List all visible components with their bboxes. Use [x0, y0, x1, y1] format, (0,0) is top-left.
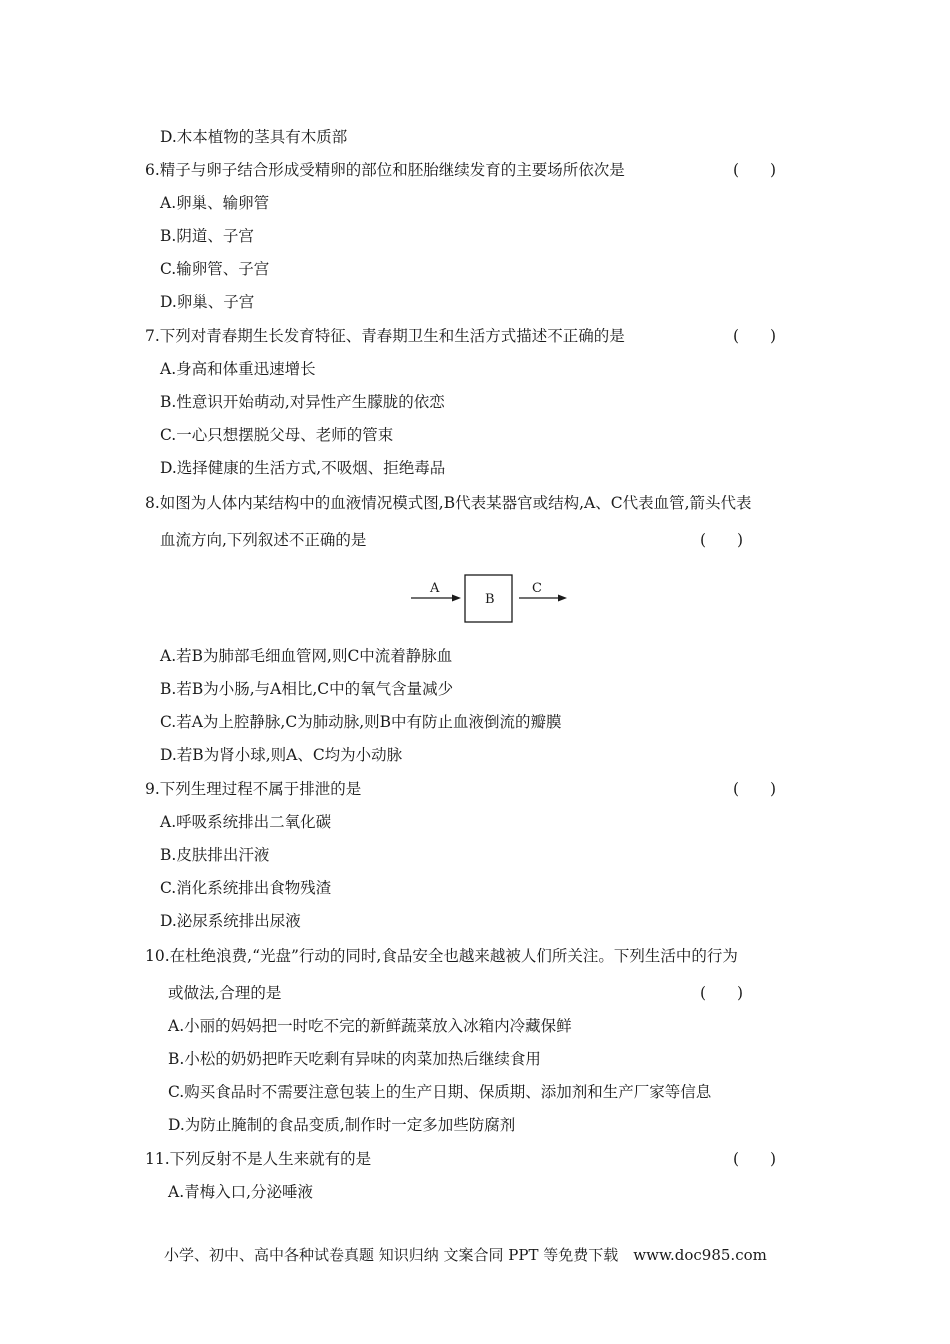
- q7-option-c: C.一心只想摆脱父母、老师的管束: [160, 426, 394, 444]
- arrow-a-head: [452, 595, 461, 602]
- q8-stem-line2: 血流方向,下列叙述不正确的是: [160, 531, 367, 549]
- q9-option-b: B.皮肤排出汗液: [160, 846, 270, 864]
- q10-stem-line2: 或做法,合理的是: [168, 984, 282, 1002]
- q6-answer-paren: ( ): [733, 161, 777, 179]
- q6-option-c: C.输卵管、子宫: [160, 260, 270, 278]
- q6-option-b: B.阴道、子宫: [160, 227, 254, 245]
- q7-stem: 7.下列对青春期生长发育特征、青春期卫生和生活方式描述不正确的是: [145, 327, 625, 345]
- q11-answer-paren: ( ): [733, 1150, 777, 1168]
- q10-stem-line1: 10.在杜绝浪费,“光盘”行动的同时,食品安全也越来越被人们所关注。下列生活中的行为: [145, 947, 738, 965]
- q5-option-d: D.木本植物的茎具有木质部: [160, 128, 348, 146]
- label-b: B: [485, 592, 495, 607]
- q7-option-a: A.身高和体重迅速增长: [160, 360, 316, 378]
- blood-flow-svg: [405, 570, 575, 626]
- q7-option-d: D.选择健康的生活方式,不吸烟、拒绝毒品: [160, 459, 446, 477]
- q10-option-d: D.为防止腌制的食品变质,制作时一定多加些防腐剂: [168, 1116, 516, 1134]
- q10-option-a: A.小丽的妈妈把一时吃不完的新鲜蔬菜放入冰箱内冷藏保鲜: [168, 1017, 572, 1035]
- q11-option-a: A.青梅入口,分泌唾液: [168, 1183, 314, 1201]
- label-c: C: [532, 581, 542, 596]
- q8-option-c: C.若A为上腔静脉,C为肺动脉,则B中有防止血液倒流的瓣膜: [160, 713, 562, 731]
- q7-answer-paren: ( ): [733, 327, 777, 345]
- q8-option-d: D.若B为肾小球,则A、C均为小动脉: [160, 746, 403, 764]
- q8-answer-paren: ( ): [700, 531, 744, 549]
- q10-answer-paren: ( ): [700, 984, 744, 1002]
- q6-option-a: A.卵巢、输卵管: [160, 194, 270, 212]
- blood-flow-diagram: [405, 570, 575, 626]
- q10-option-b: B.小松的奶奶把昨天吃剩有异味的肉菜加热后继续食用: [168, 1050, 541, 1068]
- q8-option-b: B.若B为小肠,与A相比,C中的氧气含量减少: [160, 680, 454, 698]
- q10-option-c: C.购买食品时不需要注意包装上的生产日期、保质期、添加剂和生产厂家等信息: [168, 1083, 712, 1101]
- q6-option-d: D.卵巢、子宫: [160, 293, 255, 311]
- q9-answer-paren: ( ): [733, 780, 777, 798]
- q8-option-a: A.若B为肺部毛细血管网,则C中流着静脉血: [160, 647, 453, 665]
- q8-stem-line1: 8.如图为人体内某结构中的血液情况模式图,B代表某器官或结构,A、C代表血管,箭头代表: [145, 494, 752, 512]
- q7-option-b: B.性意识开始萌动,对异性产生朦胧的依恋: [160, 393, 445, 411]
- page-footer: 小学、初中、高中各种试卷真题 知识归纳 文案合同 PPT 等免费下载 www.doc985.com: [164, 1246, 767, 1264]
- q9-option-a: A.呼吸系统排出二氧化碳: [160, 813, 332, 831]
- q6-stem: 6.精子与卵子结合形成受精卵的部位和胚胎继续发育的主要场所依次是: [145, 161, 625, 179]
- arrow-c-head: [558, 595, 567, 602]
- q9-stem: 9.下列生理过程不属于排泄的是: [145, 780, 362, 798]
- q9-option-d: D.泌尿系统排出尿液: [160, 912, 301, 930]
- q11-stem: 11.下列反射不是人生来就有的是: [145, 1150, 372, 1168]
- q9-option-c: C.消化系统排出食物残渣: [160, 879, 332, 897]
- label-a: A: [430, 581, 440, 596]
